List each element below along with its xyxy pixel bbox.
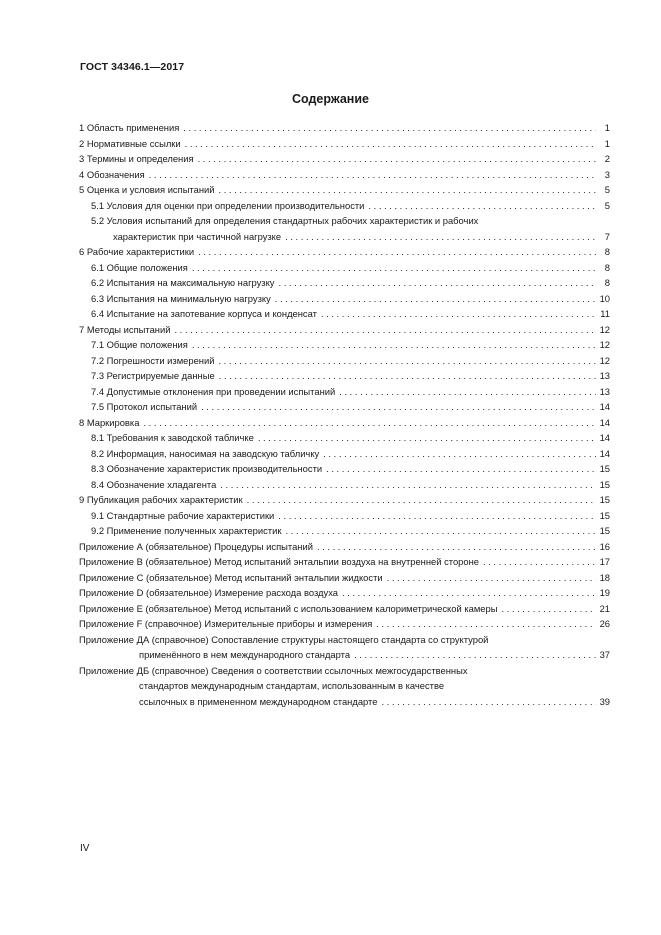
toc-entry[interactable] (79, 663, 610, 710)
dot-leader (258, 430, 596, 446)
toc-entry-page: 10 (599, 292, 610, 304)
toc-entry-page: 1 (604, 122, 610, 133)
toc-entry-text: 6.4 Испытание на запотевание корпуса и конденсат (91, 308, 317, 319)
toc-entry[interactable] (79, 477, 610, 493)
toc-entry-text: характеристик при частичной нагрузке (113, 230, 282, 242)
toc-entry[interactable] (79, 446, 610, 462)
dot-leader (198, 244, 596, 260)
toc-entry[interactable] (79, 120, 610, 136)
toc-title: Содержание (291, 92, 369, 106)
toc-entry-page: 37 (599, 649, 610, 660)
toc-entry-text: 3 Термины и определения (79, 153, 194, 164)
toc-entry-page: 16 (599, 540, 610, 552)
toc-entry[interactable] (79, 430, 610, 446)
page-number: IV (80, 843, 90, 854)
dot-leader (192, 337, 596, 353)
dot-leader (376, 616, 596, 632)
toc-entry-page: 15 (599, 525, 610, 536)
toc-entry-page: 14 (599, 447, 610, 459)
dot-leader (354, 647, 596, 663)
toc-entry-text: применённого в нем международного стандарта (139, 649, 351, 660)
toc-entry-text: 5 Оценка и условия испытаний (79, 184, 215, 195)
dot-leader (483, 554, 596, 570)
toc-entry-text: 9.2 Применение полученных характеристик (91, 525, 282, 536)
toc-entry-page: 26 (599, 618, 610, 629)
toc-entry[interactable] (79, 260, 610, 276)
toc-entry[interactable] (79, 182, 610, 198)
toc-entry-page: 15 (599, 463, 610, 474)
dot-leader (185, 136, 596, 152)
toc-entry[interactable] (79, 632, 610, 663)
toc-entry-page: 5 (604, 199, 610, 211)
toc-entry[interactable] (79, 539, 610, 555)
dot-leader (201, 399, 596, 415)
toc-entry-text: 4 Обозначения (79, 168, 145, 180)
toc-entry-page: 14 (599, 416, 610, 428)
toc-entry-text: 5.1 Условия для оценки при определении производительности (91, 199, 365, 211)
toc-entry-text: Приложение F (справочное) Измерительные приборы и измерения (79, 618, 373, 629)
toc-entry[interactable] (79, 616, 610, 632)
dot-leader (285, 229, 596, 245)
dot-leader (143, 415, 596, 431)
toc-entry[interactable] (79, 244, 610, 260)
toc-entry[interactable] (79, 585, 610, 601)
toc-entry-text: Приложение Е (обязательное) Метод испытаний с использованием калориметрической камеры (79, 602, 498, 614)
dot-leader (183, 120, 596, 136)
toc-entry-page: 13 (599, 370, 610, 381)
toc-entry-text: 6.3 Испытания на минимальную нагрузку (91, 292, 271, 304)
toc-entry-page: 12 (599, 323, 610, 335)
toc-entry-text: 8 Маркировка (79, 416, 140, 428)
toc-entry-text: Приложение А (обязательное) Процедуры испытаний (79, 540, 313, 552)
toc-entry[interactable] (79, 353, 610, 369)
dot-leader (339, 384, 596, 400)
toc-entry[interactable] (79, 554, 610, 570)
dot-leader (326, 461, 596, 477)
toc-entry-text: 7.1 Общие положения (91, 339, 188, 350)
toc-entry-page: 14 (599, 401, 610, 412)
toc-entry[interactable] (79, 492, 610, 508)
toc-entry-page: 1 (604, 137, 610, 149)
toc-entry-text: Приложение С (обязательное) Метод испытаний энтальпии жидкости (79, 571, 383, 583)
toc-entry-text: 7.3 Регистрируемые данные (91, 370, 215, 381)
toc-entry-text: 9 Публикация рабочих характеристик (79, 494, 243, 505)
toc-entry-page: 2 (604, 153, 610, 164)
toc-entry-text: 6 Рабочие характеристики (79, 246, 195, 257)
toc-entry[interactable] (79, 384, 610, 400)
dot-leader (218, 182, 596, 198)
dot-leader (381, 694, 596, 710)
dot-leader (219, 368, 596, 384)
dot-leader (275, 291, 596, 307)
toc-entry[interactable] (79, 337, 610, 353)
toc-entry[interactable] (79, 291, 610, 307)
toc-entry-text: 9.1 Стандартные рабочие характеристики (91, 509, 275, 521)
dot-leader (149, 167, 596, 183)
dot-leader (285, 523, 596, 539)
toc-entry-page: 15 (599, 509, 610, 521)
toc-entry[interactable] (79, 275, 610, 291)
toc-entry-page: 8 (604, 246, 610, 257)
toc-entry-page: 3 (604, 168, 610, 180)
toc-entry-page: 5 (604, 184, 610, 195)
toc-entry-page: 15 (599, 478, 610, 490)
toc-entry[interactable] (79, 601, 610, 617)
toc-entry-page: 13 (599, 385, 610, 397)
toc-entry-text: 7.4 Допустимые отклонения при проведении испытаний (91, 385, 336, 397)
toc-entry-text: 7.5 Протокол испытаний (91, 401, 198, 412)
toc-entry[interactable] (79, 415, 610, 431)
toc-entry-page: 14 (599, 432, 610, 443)
toc-entry[interactable] (79, 198, 610, 214)
toc-entry-page: 15 (599, 494, 610, 505)
toc-entry-text: 8.1 Требования к заводской табличке (91, 432, 254, 443)
table-of-contents (79, 120, 610, 709)
dot-leader (323, 446, 596, 462)
toc-entry[interactable] (79, 322, 610, 338)
toc-entry[interactable] (79, 136, 610, 152)
toc-entry-text: 6.1 Общие положения (91, 261, 188, 273)
toc-entry-text: Приложение ДБ (справочное) Сведения о соответствии ссылочных межгосударственных (79, 664, 468, 676)
toc-entry-page: 17 (599, 556, 610, 567)
toc-entry[interactable] (79, 508, 610, 524)
toc-entry-page: 12 (599, 354, 610, 366)
toc-entry-text: Приложение D (обязательное) Измерение расхода воздуха (79, 587, 339, 598)
toc-entry-text: Приложение ДА (справочное) Сопоставление структуры настоящего стандарта со структурой (79, 633, 489, 645)
dot-leader (192, 260, 596, 276)
toc-entry-page: 8 (604, 277, 610, 288)
dot-leader (220, 477, 596, 493)
dot-leader (342, 585, 596, 601)
document-header: ГОСТ 34346.1—2017 (80, 61, 185, 73)
toc-entry-text: 7 Методы испытаний (79, 323, 171, 335)
dot-leader (198, 151, 596, 167)
toc-entry[interactable] (79, 368, 610, 384)
dot-leader (174, 322, 596, 338)
toc-entry[interactable] (79, 570, 610, 586)
toc-entry-page: 7 (604, 230, 610, 242)
dot-leader (368, 198, 596, 214)
dot-leader (317, 539, 596, 555)
toc-entry-page: 21 (599, 602, 610, 614)
toc-entry-text: 5.2 Условия испытаний для определения стандартных рабочих характеристик и рабочих (91, 215, 479, 226)
toc-entry-page: 39 (599, 695, 610, 707)
toc-entry-text: 1 Область применения (79, 122, 180, 133)
toc-entry-text: 2 Нормативные ссылки (79, 137, 181, 149)
toc-entry[interactable] (79, 306, 610, 322)
toc-entry[interactable] (79, 523, 610, 539)
toc-entry-text: 8.4 Обозначение хладагента (91, 478, 217, 490)
toc-entry-text: 6.2 Испытания на максимальную нагрузку (91, 277, 275, 288)
toc-entry-page: 12 (599, 339, 610, 350)
toc-entry[interactable] (79, 167, 610, 183)
toc-entry-text: Приложение В (обязательное) Метод испытаний энтальпии воздуха на внутренней стороне (79, 556, 479, 567)
toc-entry-text: стандартов международным стандартам, использованным в качестве (139, 680, 445, 691)
dot-leader (218, 353, 596, 369)
dot-leader (278, 275, 596, 291)
toc-entry[interactable] (79, 151, 610, 167)
toc-entry-text: 8.2 Информация, наносимая на заводскую табличку (91, 447, 320, 459)
toc-entry-page: 8 (604, 261, 610, 273)
dot-leader (501, 601, 596, 617)
toc-entry-text: 7.2 Погрешности измерений (91, 354, 215, 366)
toc-entry-page: 11 (600, 308, 610, 319)
dot-leader (387, 570, 596, 586)
dot-leader (247, 492, 596, 508)
toc-entry-page: 19 (599, 587, 610, 598)
toc-entry-page: 18 (599, 571, 610, 583)
toc-entry-text: ссылочных в примененном международном стандарте (139, 695, 378, 707)
toc-entry-text: 8.3 Обозначение характеристик производительности (91, 463, 323, 474)
toc-entry[interactable] (79, 461, 610, 477)
dot-leader (278, 508, 596, 524)
toc-entry[interactable] (79, 399, 610, 415)
dot-leader (321, 306, 596, 322)
toc-entry[interactable] (79, 213, 610, 244)
